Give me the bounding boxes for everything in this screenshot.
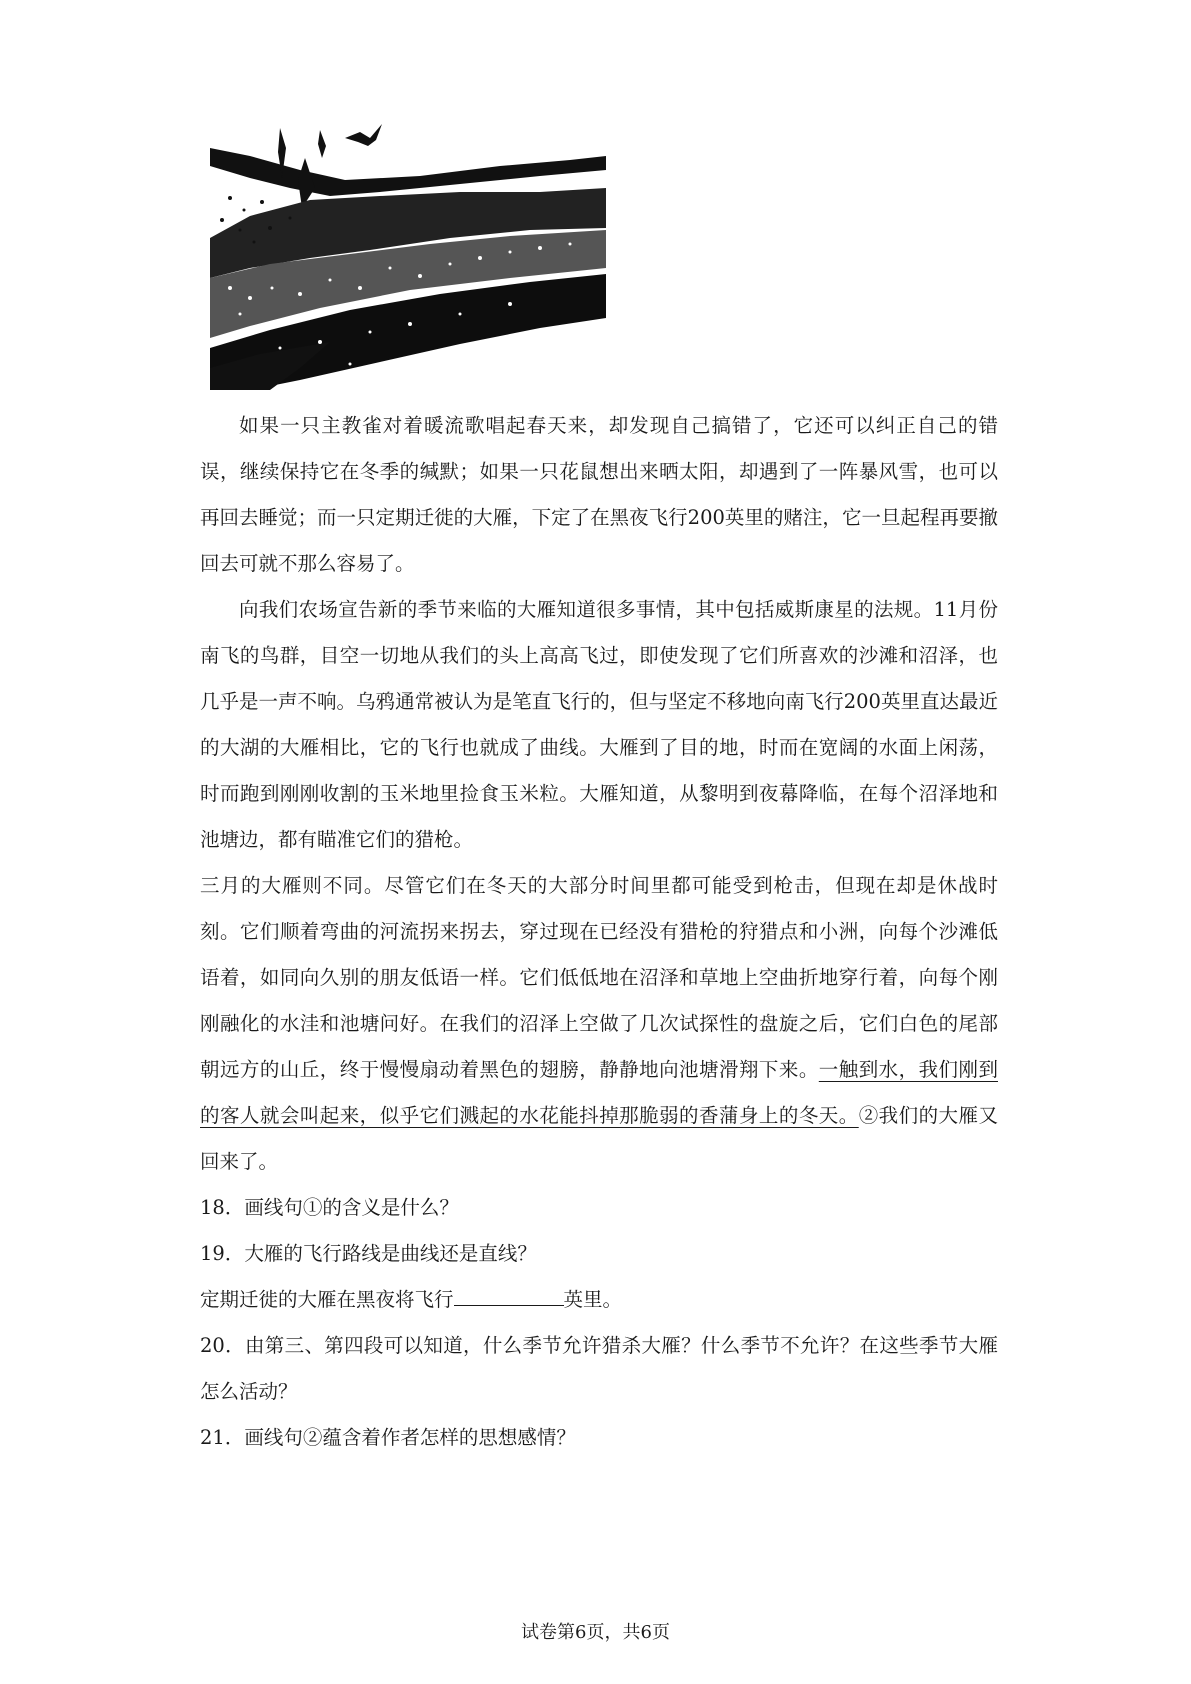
wild-geese-illustration [210, 118, 606, 390]
article-body [200, 403, 998, 1461]
paragraph-3 [200, 863, 998, 1185]
page-footer: 试卷第6页，共6页 [521, 1622, 670, 1643]
paragraph-3-text: 三月的大雁则不同。尽管它们在冬天的大部分时间里都可能受到枪击，但现在却是休战时刻。它们顺着弯曲的河流拐来拐去，穿过现在已经没有猎枪的狩猎点和小洲，向每个沙滩低语着，如同向久别的朋友低语一样。它们低低地在沼泽和草地上空曲折地穿行着，向每个刚刚融化的水洼和池塘问好。在我们的沼泽上空做了几次试探性的盘旋之后，它们白色的尾部朝远方的山丘，终于慢慢扇动着黑色的翅膀，静静地向池塘滑翔下来。 [200, 874, 998, 1081]
underlined-sentence-2: ②我们的大雁又回来了。 [200, 1104, 998, 1173]
question-18: 18．画线句①的含义是什么？ [200, 1196, 459, 1219]
fill-prompt: 定期迁徙的大雁在黑夜将飞行 [200, 1288, 454, 1311]
paragraph-1: 如果一只主教雀对着暖流歌唱起春天来，却发现自己搞错了，它还可以纠正自己的错误，继续保持它在冬季的缄默；如果一只花鼠想出来晒太阳，却遇到了一阵暴风雪，也可以再回去睡觉；而一只定期迁徙的大雁，下定了在黑夜飞行200英里的赌注，它一旦起程再要撤回去可就不那么容易了。 [200, 414, 998, 575]
question-21: 21．画线句②蕴含着作者怎样的思想感情？ [200, 1426, 576, 1449]
question-19: 19．大雁的飞行路线是曲线还是直线？ [200, 1242, 537, 1265]
fill-suffix: 英里。 [563, 1288, 623, 1311]
question-20: 20．由第三、第四段可以知道，什么季节允许猎杀大雁？什么季节不允许？在这些季节大雁怎么活动？ [200, 1334, 998, 1403]
underlined-sentence-1: 一触到水，我们刚到的客人就会叫起来，似乎它们溅起的水花能抖掉那脆弱的香蒲身上的冬天。 [200, 1058, 998, 1127]
question-19-fill [200, 1277, 998, 1323]
paragraph-2: 向我们农场宣告新的季节来临的大雁知道很多事情，其中包括威斯康星的法规。11月份南飞的鸟群，目空一切地从我们的头上高高飞过，即使发现了它们所喜欢的沙滩和沼泽，也几乎是一声不响。乌鸦通常被认为是笔直飞行的，但与坚定不移地向南飞行200英里直达最近的大湖的大雁相比，它的飞行也就成了曲线。大雁到了目的地，时而在宽阔的水面上闲荡，时而跑到刚刚收割的玉米地里捡食玉米粒。大雁知道，从黎明到夜幕降临，在每个沼泽地和池塘边，都有瞄准它们的猎枪。 [200, 598, 998, 851]
answer-blank[interactable] [454, 1283, 564, 1306]
